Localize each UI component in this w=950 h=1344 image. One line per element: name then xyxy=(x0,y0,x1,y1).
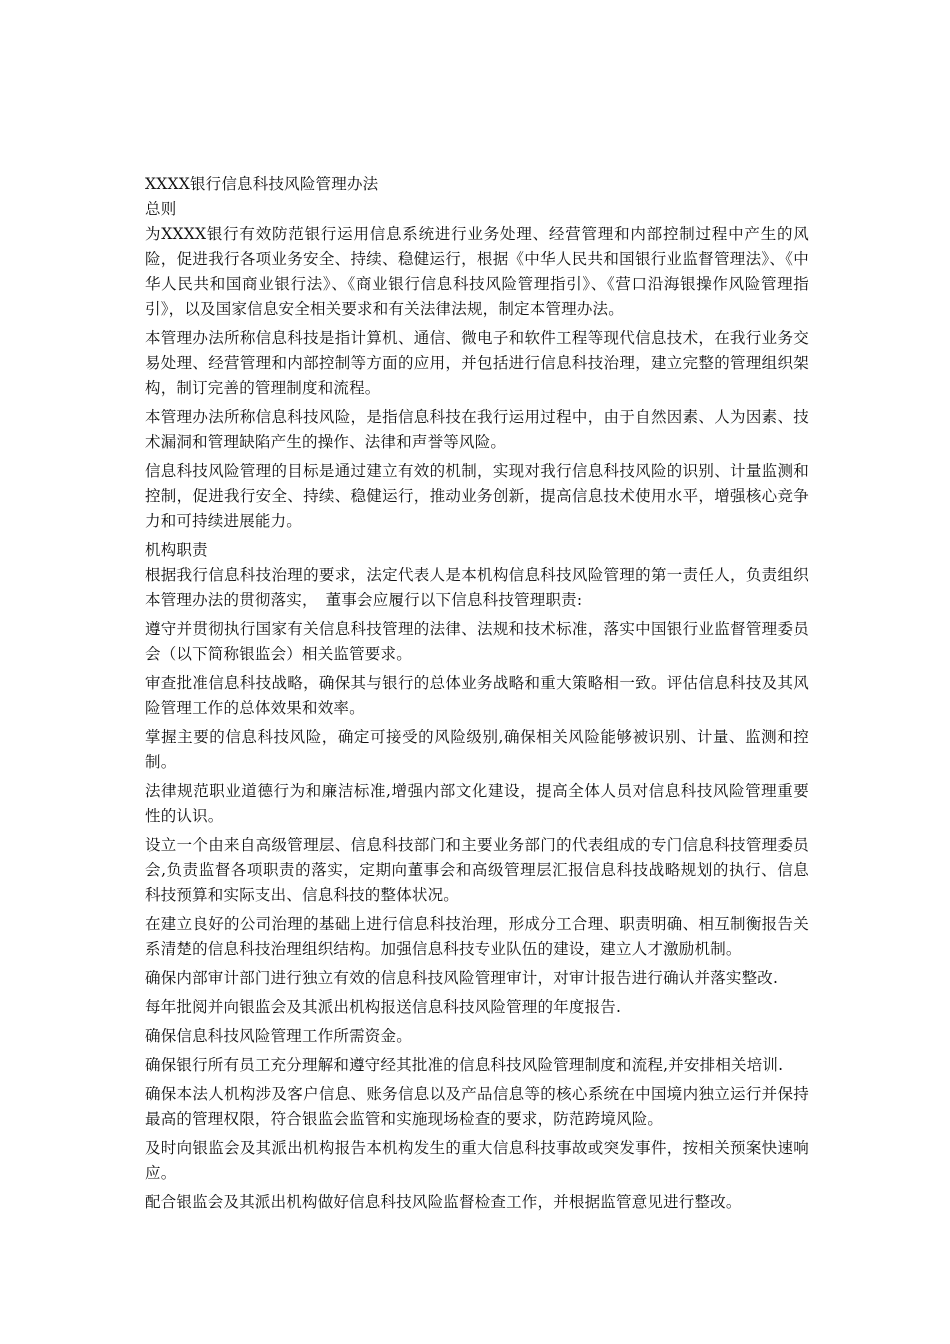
document-body xyxy=(145,172,809,1219)
section-heading-general: 总则 xyxy=(145,200,177,218)
paragraph: 配合银监会及其派出机构做好信息科技风险监督检查工作，并根据监管意见进行整改。 xyxy=(145,1193,742,1211)
paragraph: 本管理办法所称信息科技是指计算机、通信、微电子和软件工程等现代信息技术，在我行业务交易处理、经营管理和内部控制等方面的应用，并包括进行信息科技治理，建立完整的管理组织架构，制订完善的管理制度和流程。 xyxy=(145,329,809,397)
document-title: XXXX银行信息科技风险管理办法 xyxy=(145,175,379,193)
paragraph: 设立一个由来自高级管理层、信息科技部门和主要业务部门的代表组成的专门信息科技管理委员会,负责监督各项职责的落实，定期向董事会和高级管理层汇报信息科技战略规划的执行、信息科技预算和实际支出、信息科技的整体状况。 xyxy=(145,836,809,904)
paragraph: 每年批阅并向银监会及其派出机构报送信息科技风险管理的年度报告. xyxy=(145,998,622,1016)
paragraph: 及时向银监会及其派出机构报告本机构发生的重大信息科技事故或突发事件，按相关预案快速响应。 xyxy=(145,1139,809,1182)
paragraph: 本管理办法所称信息科技风险，是指信息科技在我行运用过程中，由于自然因素、人为因素、技术漏洞和管理缺陷产生的操作、法律和声誉等风险。 xyxy=(145,408,809,451)
paragraph: 确保信息科技风险管理工作所需资金。 xyxy=(145,1027,412,1045)
paragraph: 掌握主要的信息科技风险，确定可接受的风险级别,确保相关风险能够被识别、计量、监测和控制。 xyxy=(145,728,809,771)
paragraph: 根据我行信息科技治理的要求，法定代表人是本机构信息科技风险管理的第一责任人，负责组织本管理办法的贯彻落实， 董事会应履行以下信息科技管理职责: xyxy=(145,566,809,609)
paragraph: 审查批准信息科技战略，确保其与银行的总体业务战略和重大策略相一致。评估信息科技及其风险管理工作的总体效果和效率。 xyxy=(145,674,809,717)
paragraph: 信息科技风险管理的目标是通过建立有效的机制，实现对我行信息科技风险的识别、计量监测和控制，促进我行安全、持续、稳健运行，推动业务创新，提高信息技术使用水平，增强核心竞争力和可持续进展能力。 xyxy=(145,462,809,530)
paragraph: 确保内部审计部门进行独立有效的信息科技风险管理审计，对审计报告进行确认并落实整改. xyxy=(145,969,779,987)
paragraph: 确保银行所有员工充分理解和遵守经其批准的信息科技风险管理制度和流程,并安排相关培训. xyxy=(145,1056,784,1074)
paragraph: 在建立良好的公司治理的基础上进行信息科技治理，形成分工合理、职责明确、相互制衡报告关系清楚的信息科技治理组织结构。加强信息科技专业队伍的建设，建立人才激励机制。 xyxy=(145,915,809,958)
section-heading-responsibilities: 机构职责 xyxy=(145,541,208,559)
paragraph: 法律规范职业道德行为和廉洁标准,增强内部文化建设，提高全体人员对信息科技风险管理重要性的认识。 xyxy=(145,782,809,825)
paragraph: 遵守并贯彻执行国家有关信息科技管理的法律、法规和技术标准，落实中国银行业监督管理委员会（以下简称银监会）相关监管要求。 xyxy=(145,620,809,663)
paragraph: 确保本法人机构涉及客户信息、账务信息以及产品信息等的核心系统在中国境内独立运行并保持最高的管理权限，符合银监会监管和实施现场检查的要求，防范跨境风险。 xyxy=(145,1085,809,1128)
paragraph: 为XXXX银行有效防范银行运用信息系统进行业务处理、经营管理和内部控制过程中产生的风险，促进我行各项业务安全、持续、稳健运行，根据《中华人民共和国银行业监督管理法》、《中华人民共和国商业银行法》、《商业银行信息科技风险管理指引》、《营口沿海银操作风险管理指引》，以及国家信息安全相关要求和有关法律法规，制定本管理办法。 xyxy=(145,225,809,318)
